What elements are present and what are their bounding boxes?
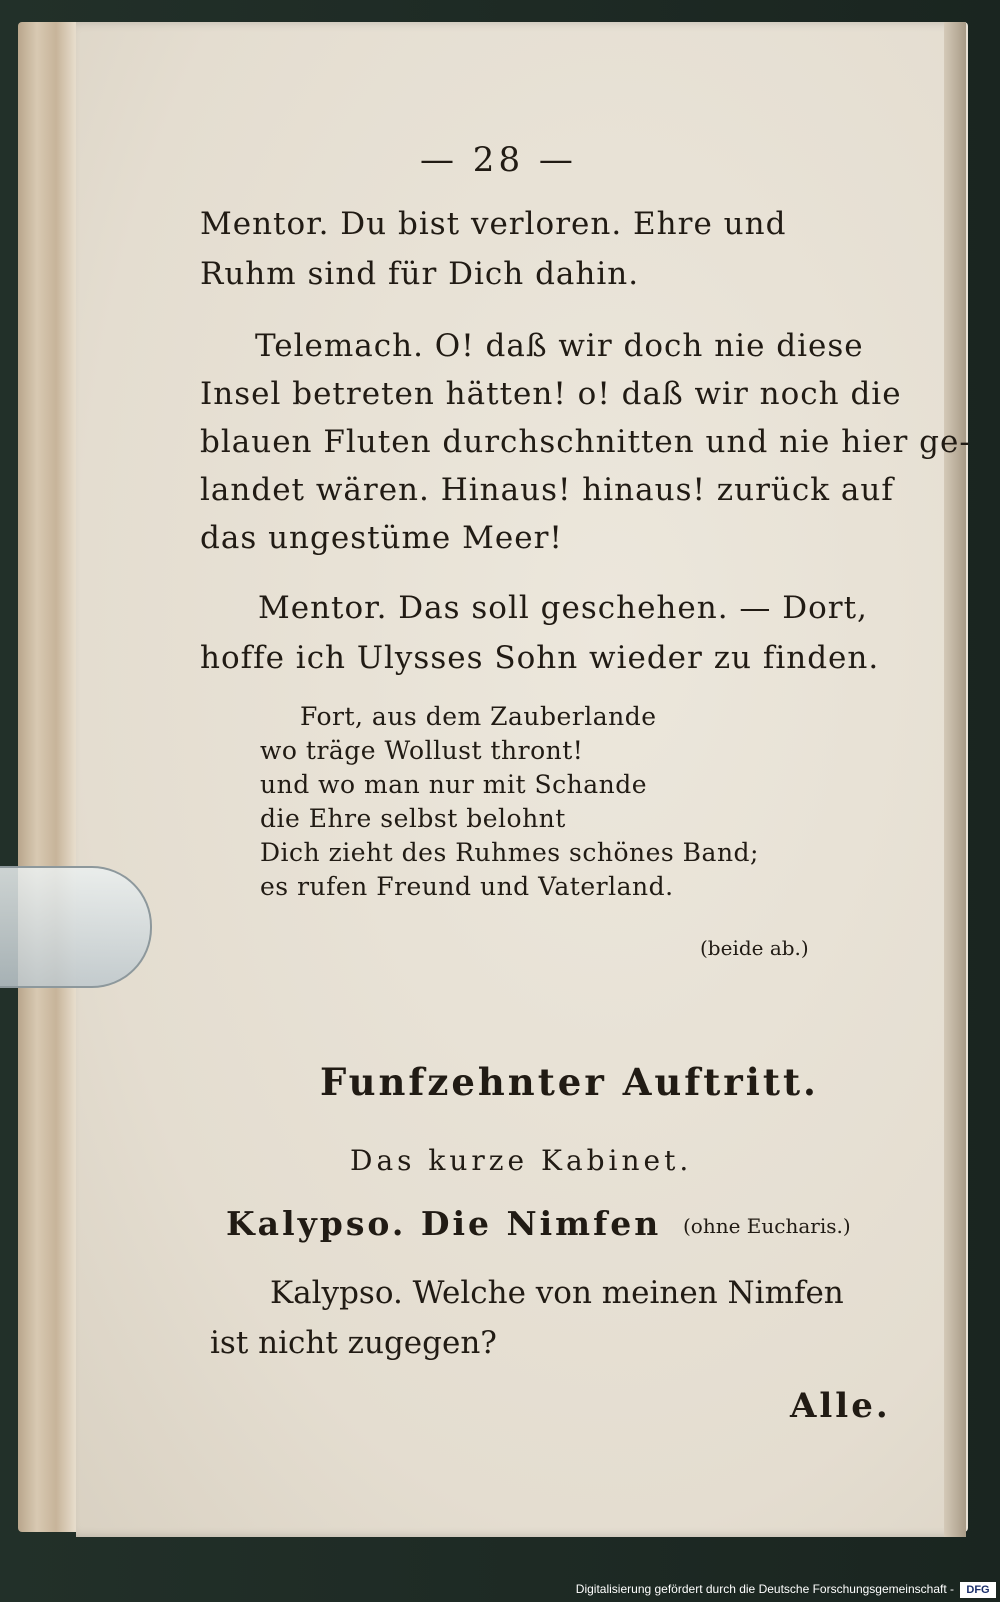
verse-line: Dich zieht des Ruhmes schönes Band;	[260, 838, 759, 867]
page-clip	[0, 866, 152, 988]
stage-direction: (beide ab.)	[700, 936, 809, 960]
verse-line: es rufen Freund und Vaterland.	[260, 872, 674, 901]
verse-line: die Ehre selbst belohnt	[260, 804, 566, 833]
paragraph-line: Mentor. Das soll geschehen. — Dort,	[258, 590, 868, 626]
paragraph-line: landet wären. Hinaus! hinaus! zurück auf	[200, 472, 894, 508]
page-right-edge	[944, 22, 966, 1537]
paragraph-line: das ungestüme Meer!	[200, 520, 563, 556]
dfg-logo: DFG	[960, 1582, 996, 1598]
scene-heading: Funfzehnter Auftritt.	[320, 1060, 819, 1104]
paragraph-line: Ruhm sind für Dich dahin.	[200, 256, 640, 292]
paragraph-line: hoffe ich Ulysses Sohn wieder zu finden.	[200, 640, 880, 676]
verse-line: Fort, aus dem Zauberlande	[300, 702, 657, 731]
speech-line: ist nicht zugegen?	[210, 1325, 497, 1361]
verse-line: wo träge Wollust thront!	[260, 736, 584, 765]
verse-line: und wo man nur mit Schande	[260, 770, 648, 799]
footer-credit: Digitalisierung gefördert durch die Deutsche Forschungsgemeinschaft -	[575, 1582, 954, 1596]
cast-note: (ohne Eucharis.)	[683, 1214, 851, 1238]
page-number: — 28 —	[420, 140, 577, 180]
speech-line: Kalypso. Welche von meinen Nimfen	[270, 1275, 844, 1311]
cast-list: Kalypso. Die Nimfen	[226, 1204, 662, 1243]
paragraph-line: Mentor. Du bist verloren. Ehre und	[200, 206, 787, 242]
paragraph-line: Insel betreten hätten! o! daß wir noch die	[200, 376, 902, 412]
paragraph-line: Telemach. O! daß wir doch nie diese	[255, 328, 864, 364]
scene-place: Das kurze Kabinet.	[350, 1144, 693, 1177]
catchword: Alle.	[790, 1386, 891, 1426]
paragraph-line: blauen Fluten durchschnitten und nie hier ge-	[200, 424, 971, 460]
